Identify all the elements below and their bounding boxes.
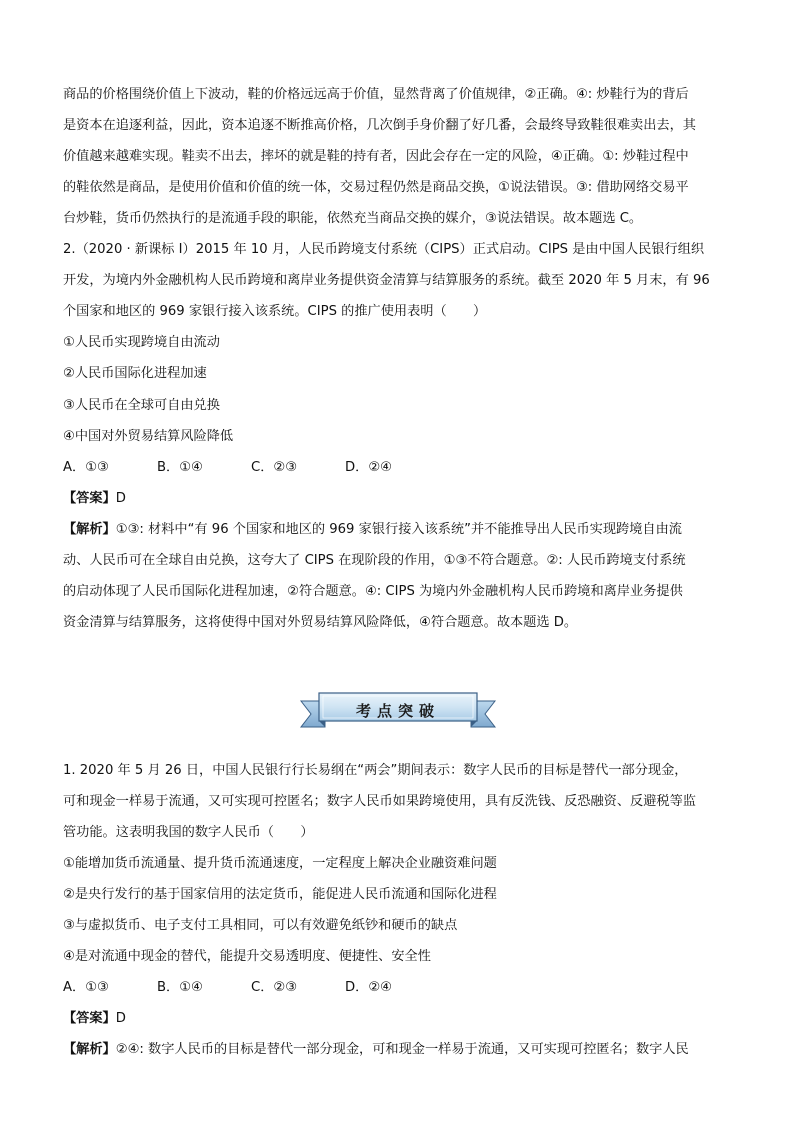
q2-analysis-line: 资金清算与结算服务，这将使得中国对外贸易结算风险降低，④符合题意。故本题选 D。 xyxy=(63,615,578,630)
q2-options xyxy=(63,459,743,477)
section-banner xyxy=(299,689,497,731)
q2-option-c: C．②③ xyxy=(251,460,298,475)
q1-options xyxy=(63,979,743,997)
q1-option-b: B．①④ xyxy=(157,980,203,995)
q1-statement-4: ④是对流通中现金的替代，能提升交易透明度、便捷性、安全性 xyxy=(63,949,431,964)
q1-answer-value: D xyxy=(115,1011,126,1026)
q2-analysis-label: 【解析】 xyxy=(63,522,116,537)
q2-statement-4: ④中国对外贸易结算风险降低 xyxy=(63,429,234,444)
continuation-line: 价值越来越难实现。鞋卖不出去，摔坏的就是鞋的持有者，因此会存在一定的风险，④正确。①: 炒鞋过程中 xyxy=(63,149,689,164)
q2-option-d: D．②④ xyxy=(345,460,392,475)
q1-analysis-text: ②④: 数字人民币的目标是替代一部分现金，可和现金一样易于流通，又可实现可控匿名；数字人民 xyxy=(115,1042,689,1057)
continuation-line: 商品的价格围绕价值上下波动，鞋的价格远远高于价值，显然背离了价值规律，②正确。④: 炒鞋行为的背后 xyxy=(63,87,689,102)
q1-option-a: A．①③ xyxy=(63,980,109,995)
q2-stem-line: 个国家和地区的 969 家银行接入该系统。CIPS 的推广使用表明（ ） xyxy=(63,304,487,319)
q1-statement-1: ①能增加货币流通量、提升货币流通速度，一定程度上解决企业融资难问题 xyxy=(63,856,497,871)
q1-answer xyxy=(63,1010,743,1028)
q1-statement-3: ③与虚拟货币、电子支付工具相同，可以有效避免纸钞和硬币的缺点 xyxy=(63,918,458,933)
continuation-line: 台炒鞋，货币仍然执行的是流通手段的职能，依然充当商品交换的媒介，③说法错误。故本题选 C。 xyxy=(63,211,643,226)
q1-stem-line: 可和现金一样易于流通，又可实现可控匿名；数字人民币如果跨境使用，具有反洗钱、反恐融资、反避税等监 xyxy=(63,794,696,809)
q2-analysis-line xyxy=(63,521,743,539)
q2-analysis-text: ①③: 材料中“有 96 个国家和地区的 969 家银行接入该系统”并不能推导出人民币实现跨境自由流 xyxy=(115,522,682,537)
q1-analysis-label: 【解析】 xyxy=(63,1042,116,1057)
q2-answer-label: 【答案】 xyxy=(63,491,116,506)
q2-option-a: A．①③ xyxy=(63,460,109,475)
q2-answer-value: D xyxy=(115,491,126,506)
q2-stem-line: 2.（2020 · 新课标 I）2015 年 10 月，人民币跨境支付系统（CIPS）正式启动。CIPS 是由中国人民银行组织 xyxy=(63,242,705,257)
q2-statement-3: ③人民币在全球可自由兑换 xyxy=(63,398,220,413)
q2-analysis-line: 的启动体现了人民币国际化进程加速，②符合题意。④: CIPS 为境内外金融机构人民币跨境和离岸业务提供 xyxy=(63,584,683,599)
q1-analysis-line xyxy=(63,1041,743,1059)
continuation-line: 是资本在追逐利益，因此，资本追逐不断推高价格，几次倒手身价翻了好几番，会最终导致鞋很难卖出去，其 xyxy=(63,118,696,133)
q1-option-c: C．②③ xyxy=(251,980,298,995)
q1-stem-line: 管功能。这表明我国的数字人民币（ ） xyxy=(63,825,314,840)
q1-statement-2: ②是央行发行的基于国家信用的法定货币，能促进人民币流通和国际化进程 xyxy=(63,887,497,902)
q2-statement-1: ①人民币实现跨境自由流动 xyxy=(63,335,220,350)
q2-answer xyxy=(63,490,743,508)
q2-stem-line: 开发，为境内外金融机构人民币跨境和离岸业务提供资金清算与结算服务的系统。截至 2020 年 5 月末，有 96 xyxy=(63,273,710,288)
q1-stem-line: 1. 2020 年 5 月 26 日，中国人民银行行长易纲在“两会”期间表示：数字人民币的目标是替代一部分现金， xyxy=(63,763,688,778)
q1-answer-label: 【答案】 xyxy=(63,1011,116,1026)
banner-title: 考点突破 xyxy=(355,701,440,720)
q2-analysis-line: 动、人民币可在全球自由兑换，这夸大了 CIPS 在现阶段的作用，①③不符合题意。②: 人民币跨境支付系统 xyxy=(63,553,686,568)
continuation-line: 的鞋依然是商品，是使用价值和价值的统一体，交易过程仍然是商品交换，①说法错误。③: 借助网络交易平 xyxy=(63,180,689,195)
q1-option-d: D．②④ xyxy=(345,980,392,995)
q2-statement-2: ②人民币国际化进程加速 xyxy=(63,366,207,381)
q2-option-b: B．①④ xyxy=(157,460,203,475)
